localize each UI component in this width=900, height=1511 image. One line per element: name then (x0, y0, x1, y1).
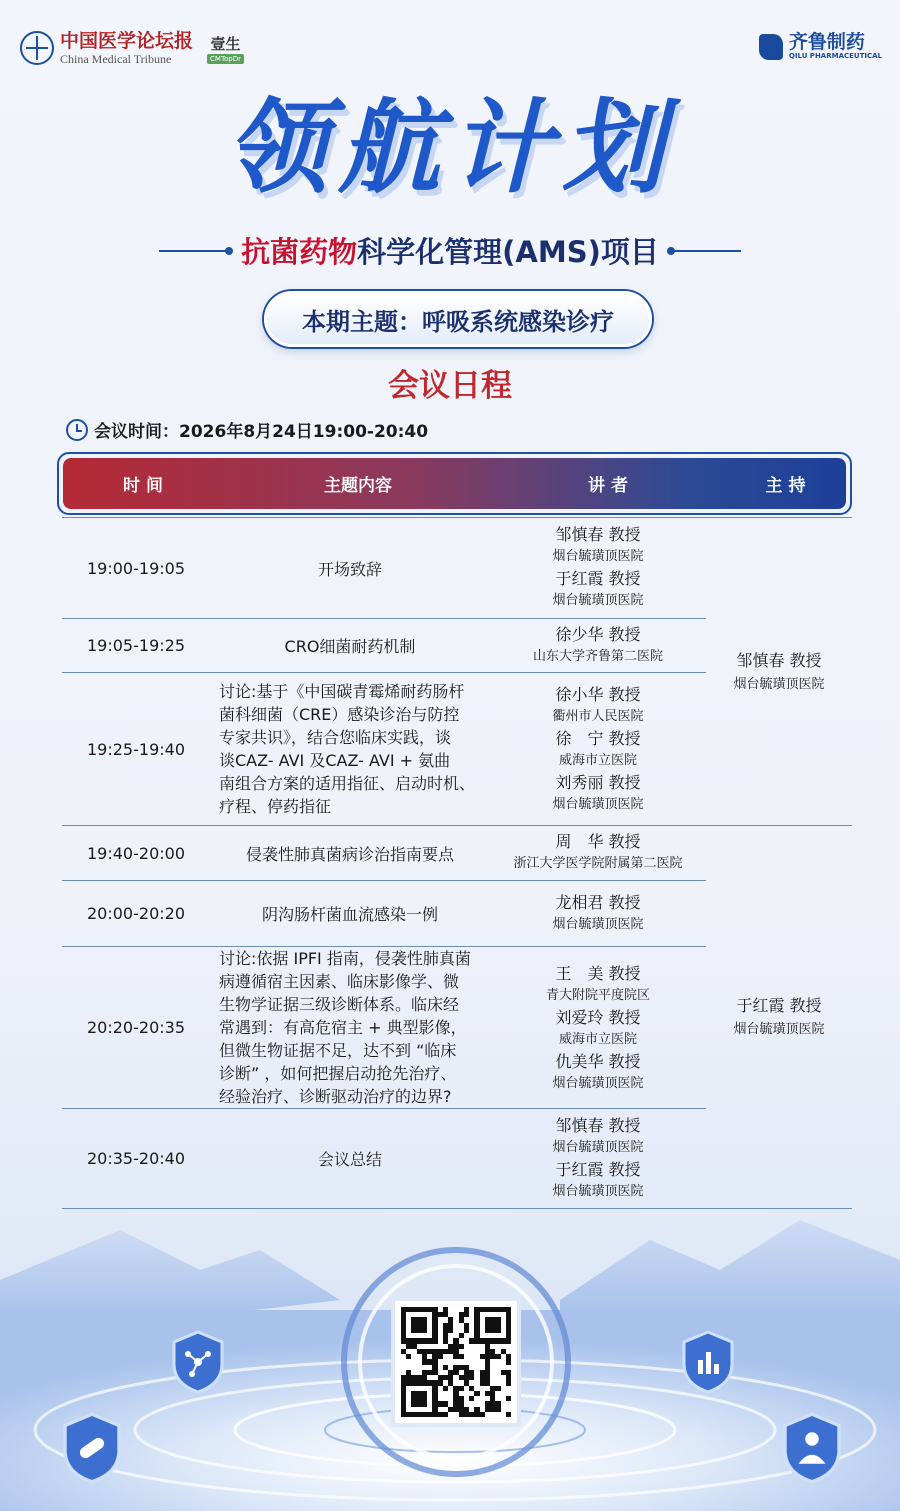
header-topic: 主题内容 (324, 476, 392, 496)
qilu-name-cn: 齐鲁制药 (788, 31, 865, 53)
subtitle-line-left (159, 250, 229, 252)
speaker-name: 王 美 教授 (555, 963, 641, 983)
topic-line: 但微生物证据不足，达不到 “临床 (219, 1041, 457, 1060)
topic-line: 病遵循宿主因素、临床影像学、微 (219, 972, 460, 991)
topic-line: 南组合方案的适用指征、启动时机、 (219, 774, 476, 793)
speaker-inst: 烟台毓璜顶医院 (552, 797, 644, 812)
speaker-inst: 青大附院平度院区 (545, 987, 650, 1003)
row-topic (219, 673, 489, 825)
row-speakers (490, 826, 706, 880)
qilu-name-en: QILU PHARMACEUTICAL (788, 52, 882, 60)
subtitle (241, 230, 659, 271)
row-topic: 会议总结 (317, 1150, 382, 1169)
header-speaker: 讲 者 (588, 476, 628, 496)
speaker-name: 周 华 教授 (555, 832, 641, 851)
speaker-inst: 威海市立医院 (558, 1031, 637, 1047)
row-speakers (490, 673, 706, 825)
row-topic (219, 947, 489, 1108)
speaker-inst: 烟台毓璜顶医院 (552, 1183, 644, 1199)
cmt-name-cn: 中国医学论坛报 (60, 30, 194, 52)
row-speakers (490, 881, 706, 946)
speaker-name: 邹慎春 教授 (555, 525, 641, 544)
row-time: 19:25-19:40 (87, 739, 185, 759)
row-topic: 开场致辞 (317, 559, 382, 579)
meeting-time (66, 417, 428, 442)
speaker-name: 徐小华 教授 (555, 685, 641, 704)
topic-line: 讨论:基于《中国碳青霉烯耐药肠杆 (219, 682, 465, 701)
topic-line: 常遇到：有高危宿主 + 典型影像， (219, 1018, 467, 1037)
topic-line: 菌科细菌（CRE）感染诊治与防控 (219, 705, 460, 724)
topic-line: 讨论:依据 IPFI 指南，侵袭性肺真菌 (219, 949, 471, 968)
yisheng-tag: CMTopDr (207, 54, 244, 64)
topic-line: 疗程、停药指征 (219, 797, 332, 816)
speaker-inst: 威海市立医院 (558, 753, 637, 768)
row-time: 19:05-19:25 (87, 636, 185, 655)
yisheng-logo (207, 33, 244, 64)
cmt-logo (20, 30, 244, 66)
speaker-inst: 烟台毓璜顶医院 (552, 916, 644, 932)
row-speakers (490, 947, 706, 1108)
pill-shield-icon (60, 1412, 124, 1484)
topic-line: 诊断” ，如何把握启动抢先治疗、 (219, 1064, 457, 1083)
row-speakers (490, 1109, 706, 1208)
subtitle-highlight: 抗菌药物 (241, 235, 358, 269)
header-time: 时 间 (123, 476, 163, 496)
theme-pill: 本期主题：呼吸系统感染诊疗 (264, 291, 652, 347)
row-speakers (490, 518, 706, 618)
speaker-inst: 烟台毓璜顶医院 (552, 593, 644, 608)
qr-code-pattern (401, 1307, 511, 1417)
topic-line: 谈CAZ- AVI 及CAZ- AVI + 氨曲 (219, 751, 451, 770)
meeting-time-text: 会议时间：2026年8月24日19:00-20:40 (94, 422, 429, 442)
host-inst: 烟台毓璜顶医院 (733, 676, 825, 692)
speaker-name: 仇美华 教授 (555, 1051, 641, 1071)
host-name: 邹慎春 教授 (736, 650, 822, 670)
table-header (57, 452, 852, 515)
host-inst: 烟台毓璜顶医院 (733, 1022, 825, 1037)
subtitle-rest: 科学化管理(AMS)项目 (357, 235, 659, 269)
clock-icon (66, 419, 88, 441)
speaker-name: 刘秀丽 教授 (555, 773, 641, 792)
qilu-logo (759, 32, 882, 61)
topic-line: 生物学证据三级诊断体系。临床经 (219, 995, 460, 1014)
subtitle-row (0, 230, 900, 271)
main-title: 领航计划 (226, 88, 674, 208)
topic-line: 专家共识》，结合您临床实践，谈 (219, 728, 452, 747)
yisheng-name: 壹生 (210, 34, 241, 53)
molecule-shield-icon (170, 1330, 226, 1394)
cmt-name-en: China Medical Tribune (60, 52, 172, 66)
host-cell (706, 518, 852, 825)
row-time: 19:00-19:05 (87, 558, 185, 578)
host-name: 于红霞 教授 (736, 996, 822, 1015)
row-topic: 侵袭性肺真菌病诊治指南要点 (245, 844, 454, 864)
row-topic: 阴沟肠杆菌血流感染一例 (261, 905, 438, 924)
speaker-inst: 烟台毓璜顶医院 (552, 1139, 644, 1155)
row-time: 20:35-20:40 (87, 1149, 185, 1168)
speaker-name: 龙相君 教授 (555, 892, 641, 912)
row-time: 20:20-20:35 (87, 1018, 185, 1037)
host-cell (706, 826, 852, 1208)
row-topic: CRO细菌耐药机制 (284, 637, 416, 656)
speaker-name: 于红霞 教授 (555, 569, 641, 588)
qr-code[interactable] (391, 1297, 521, 1427)
row-time: 19:40-20:00 (87, 843, 185, 863)
chart-shield-icon (680, 1330, 736, 1394)
speaker-name: 刘爱玲 教授 (555, 1007, 641, 1027)
doctor-shield-icon (780, 1412, 844, 1484)
speaker-name: 徐 宁 教授 (555, 729, 641, 748)
globe-icon (20, 31, 54, 65)
agenda-title: 会议日程 (388, 368, 512, 404)
qilu-mark-icon (759, 34, 783, 60)
speaker-name: 徐少华 教授 (555, 624, 641, 644)
speaker-inst: 浙江大学医学院附属第二医院 (513, 856, 683, 871)
speaker-name: 于红霞 教授 (555, 1159, 641, 1179)
row-time: 20:00-20:20 (87, 904, 185, 923)
speaker-name: 邹慎春 教授 (555, 1115, 641, 1135)
speaker-inst: 烟台毓璜顶医院 (552, 549, 644, 564)
topic-line: 经验治疗、诊断驱动治疗的边界? (219, 1087, 452, 1106)
header-host: 主 持 (765, 476, 806, 496)
speaker-inst: 山东大学齐鲁第二医院 (532, 648, 663, 664)
row-speakers (490, 619, 706, 672)
subtitle-line-right (671, 250, 741, 252)
speaker-inst: 衢州市人民医院 (552, 709, 644, 724)
speaker-inst: 烟台毓璜顶医院 (552, 1075, 644, 1091)
